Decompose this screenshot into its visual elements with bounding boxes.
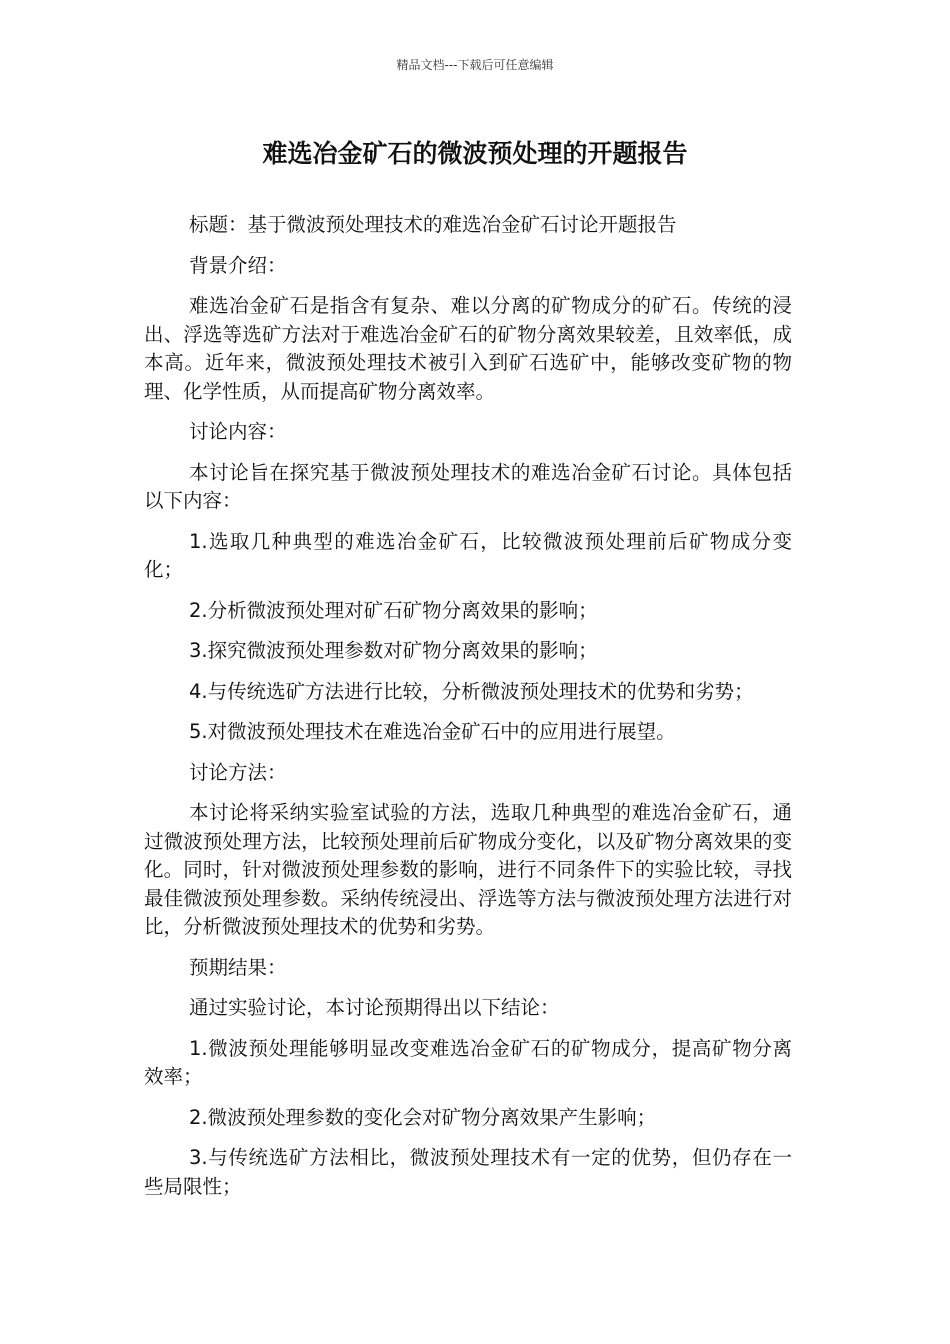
document-body bbox=[144, 211, 792, 1213]
list-item: 1.微波预处理能够明显改变难选冶金矿石的矿物成分，提高矿物分离效率； bbox=[144, 1036, 792, 1088]
list-item: 4.与传统选矿方法进行比较，分析微波预处理技术的优势和劣势； bbox=[189, 679, 754, 703]
list-item: 3.探究微波预处理参数对矿物分离效果的影响； bbox=[189, 639, 598, 662]
list-item: 2.微波预处理参数的变化会对矿物分离效果产生影响； bbox=[189, 1105, 657, 1129]
paragraph-method: 本讨论将采纳实验室试验的方法，选取几种典型的难选冶金矿石，通过微波预处理方法，比较预处理前后矿物成分变化，以及矿物分离效果的变化。同时，针对微波预处理参数的影响，进行不同条件下的实验比较，寻找最佳微波预处理参数。采纳传统浸出、浮选等方法与微波预处理方法进行对比，分析微波预处理技术的优势和劣势。 bbox=[144, 801, 792, 938]
paragraph-subject: 标题：基于微波预处理技术的难选冶金矿石讨论开题报告 bbox=[189, 213, 677, 236]
paragraph-results-intro: 通过实验讨论，本讨论预期得出以下结论： bbox=[189, 996, 560, 1019]
list-item: 2.分析微波预处理对矿石矿物分离效果的影响； bbox=[189, 598, 598, 622]
heading-content: 讨论内容： bbox=[189, 420, 287, 443]
heading-background: 背景介绍： bbox=[189, 253, 287, 277]
paragraph-content-intro: 本讨论旨在探究基于微波预处理技术的难选冶金矿石讨论。具体包括以下内容： bbox=[144, 460, 792, 512]
heading-method: 讨论方法： bbox=[189, 760, 287, 784]
list-item: 5.对微波预处理技术在难选冶金矿石中的应用进行展望。 bbox=[189, 720, 676, 743]
document-title: 难选冶金矿石的微波预处理的开题报告 bbox=[262, 139, 688, 168]
list-item: 1.选取几种典型的难选冶金矿石，比较微波预处理前后矿物成分变化； bbox=[144, 529, 792, 581]
paragraph-background: 难选冶金矿石是指含有复杂、难以分离的矿物成分的矿石。传统的浸出、浮选等选矿方法对于难选冶金矿石的矿物分离效果较差，且效率低，成本高。近年来，微波预处理技术被引入到矿石选矿中，能够改变矿物的物理、化学性质，从而提高矿物分离效率。 bbox=[144, 294, 792, 403]
page-header: 精品文档---下载后可任意编辑 bbox=[396, 58, 554, 72]
list-item: 3.与传统选矿方法相比，微波预处理技术有一定的优势，但仍存在一些局限性； bbox=[144, 1146, 792, 1198]
heading-expected-results: 预期结果： bbox=[189, 955, 287, 979]
